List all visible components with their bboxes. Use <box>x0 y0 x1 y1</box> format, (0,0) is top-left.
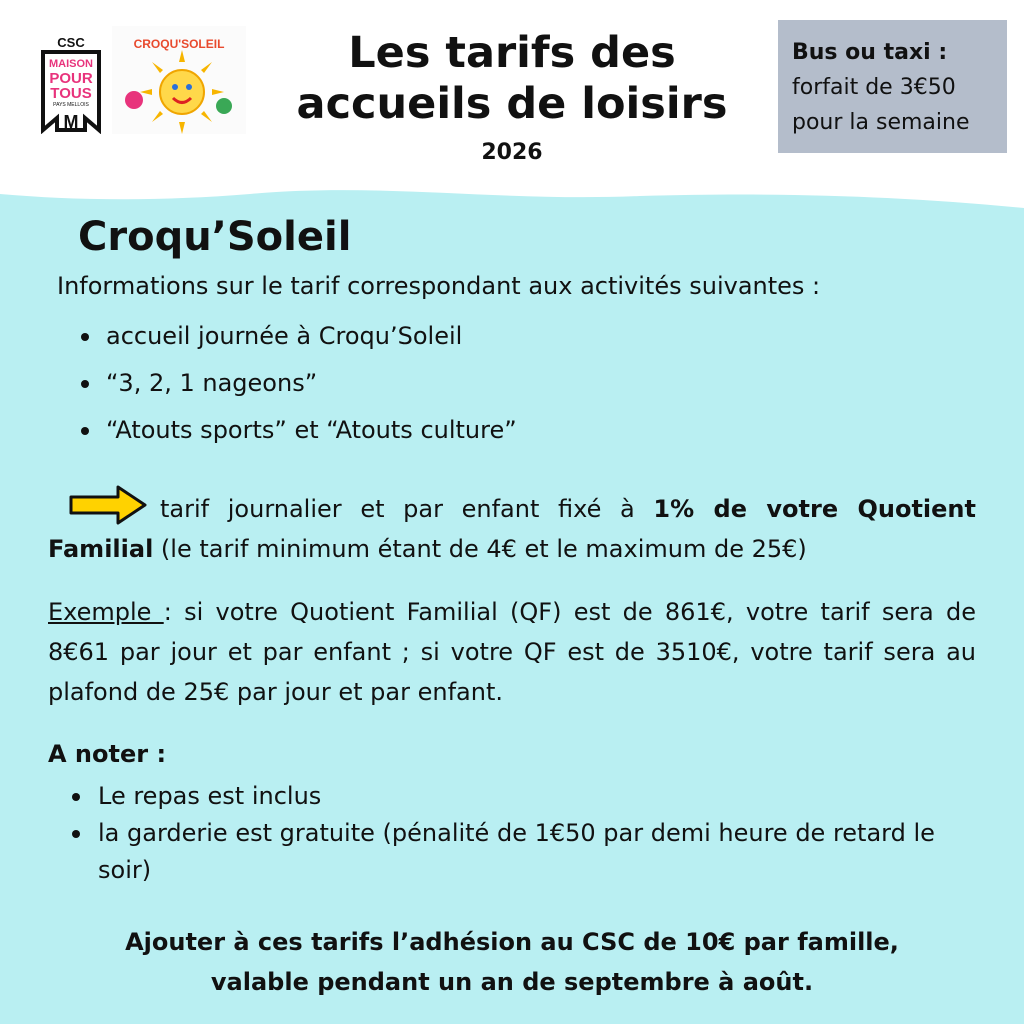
list-item <box>68 778 978 815</box>
list-item <box>75 316 517 363</box>
sun-icon <box>112 26 246 134</box>
croqsoleil-logo-text: CROQU'SOLEIL <box>133 37 225 51</box>
maison-pour-tous-logo <box>38 34 104 134</box>
tarif-text-before: tarif journalier et par enfant fixé à <box>160 495 654 523</box>
footer-line2: valable pendant un an de septembre à août. <box>210 968 814 996</box>
example-label: Exemple <box>48 598 164 626</box>
activities-list <box>75 316 517 457</box>
logo-csc-line3: TOUS <box>50 85 92 102</box>
croqsoleil-logo <box>112 26 246 134</box>
logo-csc-line1: MAISON <box>49 58 93 70</box>
notes-title: A noter : <box>48 740 167 768</box>
tarif-text-bold: 1% de votre Quotient Familial <box>48 495 976 563</box>
list-item <box>75 410 517 457</box>
section-title: Croqu’Soleil <box>78 214 352 260</box>
list-item <box>68 815 978 889</box>
bullet-icon <box>81 380 89 388</box>
bullet-icon <box>81 333 89 341</box>
tarif-paragraph <box>48 489 976 569</box>
logo-csc-line2: POUR <box>49 70 93 87</box>
bus-taxi-box <box>778 20 1007 153</box>
note-text: la garderie est gratuite (pénalité de 1€50 par demi heure de retard le soir) <box>98 819 935 884</box>
footer-note <box>40 922 984 1002</box>
bus-box-line2: pour la semaine <box>792 110 970 135</box>
note-text: Le repas est inclus <box>98 782 322 810</box>
activity-text: “3, 2, 1 nageons” <box>106 369 318 397</box>
activity-text: accueil journée à Croqu’Soleil <box>106 322 463 350</box>
activity-text: “Atouts sports” et “Atouts culture” <box>106 416 517 444</box>
example-text: : si votre Quotient Familial (QF) est de 861€, votre tarif sera de 8€61 par jour et par enfant ; si votre QF est de 3510€, votre tarif sera au plafond de 25€ par jour et par enfant. <box>48 598 976 706</box>
tarif-text-after: (le tarif minimum étant de 4€ et le maximum de 25€) <box>153 535 807 563</box>
bus-box-line1: forfait de 3€50 <box>792 75 956 100</box>
title-line1: Les tarifs des <box>348 28 676 78</box>
logo-csc-line4: PAYS MELLOIS <box>53 102 89 108</box>
bus-box-title: Bus ou taxi : <box>792 40 948 65</box>
logo-csc-top: CSC <box>57 35 85 50</box>
section-intro: Informations sur le tarif correspondant aux activités suivantes : <box>57 272 821 300</box>
bullet-icon <box>72 793 80 801</box>
year-label: 2026 <box>481 140 543 165</box>
logo-csc-bottom: M <box>63 112 79 132</box>
bullet-icon <box>72 830 80 838</box>
page-title <box>250 28 774 130</box>
example-paragraph <box>48 592 976 712</box>
notes-list <box>68 778 978 889</box>
title-line2: accueils de loisirs <box>296 79 728 129</box>
bullet-icon <box>81 427 89 435</box>
list-item <box>75 363 517 410</box>
footer-line1: Ajouter à ces tarifs l’adhésion au CSC de 10€ par famille, <box>125 928 899 956</box>
